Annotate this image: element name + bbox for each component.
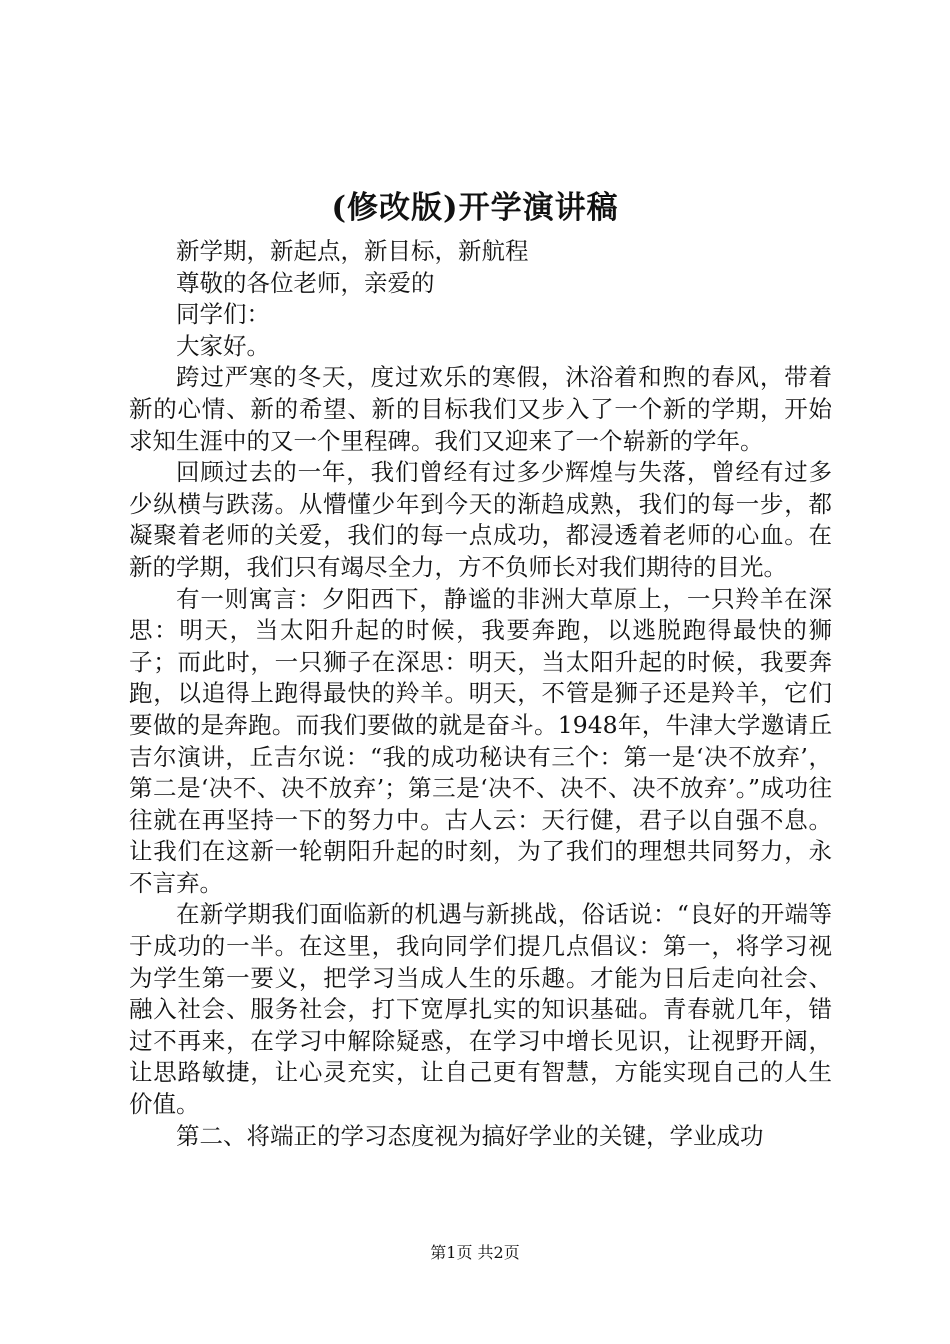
body-paragraph: 尊敬的各位老师，亲爱的 xyxy=(176,268,435,297)
body-paragraph: 在新学期我们面临新的机遇与新挑战，俗话说：“良好的开端等于成功的一半。在这里，我向同学们提几点倡议：第一，将学习视为学生第一要义，把学习当成人生的乐趣。才能为日后走向社会、融入社会、服务社会，打下宽厚扎实的知识基础。青春就几年，错过不再来，在学习中解除疑惑，在学习中增长见识，让视野开阔，让思路敏捷，让心灵充实，让自己更有智慧，方能实现自己的人生价值。 xyxy=(129,900,832,1119)
document-body xyxy=(129,236,832,1152)
document-title: (修改版)开学演讲稿 xyxy=(331,190,619,226)
body-paragraph: 跨过严寒的冬天，度过欢乐的寒假，沐浴着和煦的春风，带着新的心情、新的希望、新的目标我们又步入了一个新的学期，开始求知生涯中的又一个里程碑。我们又迎来了一个崭新的学年。 xyxy=(129,363,832,455)
body-paragraph: 有一则寓言：夕阳西下，静谧的非洲大草原上，一只羚羊在深思：明天，当太阳升起的时候，我要奔跑，以逃脱跑得最快的狮子；而此时，一只狮子在深思：明天，当太阳升起的时候，我要奔跑，以追得上跑得最快的羚羊。明天，不管是狮子还是羚羊，它们要做的是奔跑。而我们要做的就是奋斗。1948年，牛津大学邀请丘吉尔演讲，丘吉尔说：“我的成功秘诀有三个：第一是‘决不放弃’，第二是‘决不、决不放弃’；第三是‘决不、决不、决不放弃’。”成功往往就在再坚持一下的努力中。古人云：天行健，君子以自强不息。让我们在这新一轮朝阳升起的时刻，为了我们的理想共同努力，永不言弃。 xyxy=(129,584,832,897)
body-paragraph: 第二、将端正的学习态度视为搞好学业的关键，学业成功 xyxy=(176,1121,764,1150)
body-paragraph: 新学期，新起点，新目标，新航程 xyxy=(176,237,529,265)
page-footer: 第1页 共2页 xyxy=(430,1243,520,1262)
body-paragraph: 回顾过去的一年，我们曾经有过多少辉煌与失落，曾经有过多少纵横与跌荡。从懵懂少年到今天的渐趋成熟，我们的每一步，都凝聚着老师的关爱，我们的每一点成功，都浸透着老师的心血。在新的学期，我们只有竭尽全力，方不负师长对我们期待的目光。 xyxy=(129,458,832,581)
body-paragraph: 大家好。 xyxy=(176,331,270,360)
body-paragraph: 同学们： xyxy=(176,300,270,329)
